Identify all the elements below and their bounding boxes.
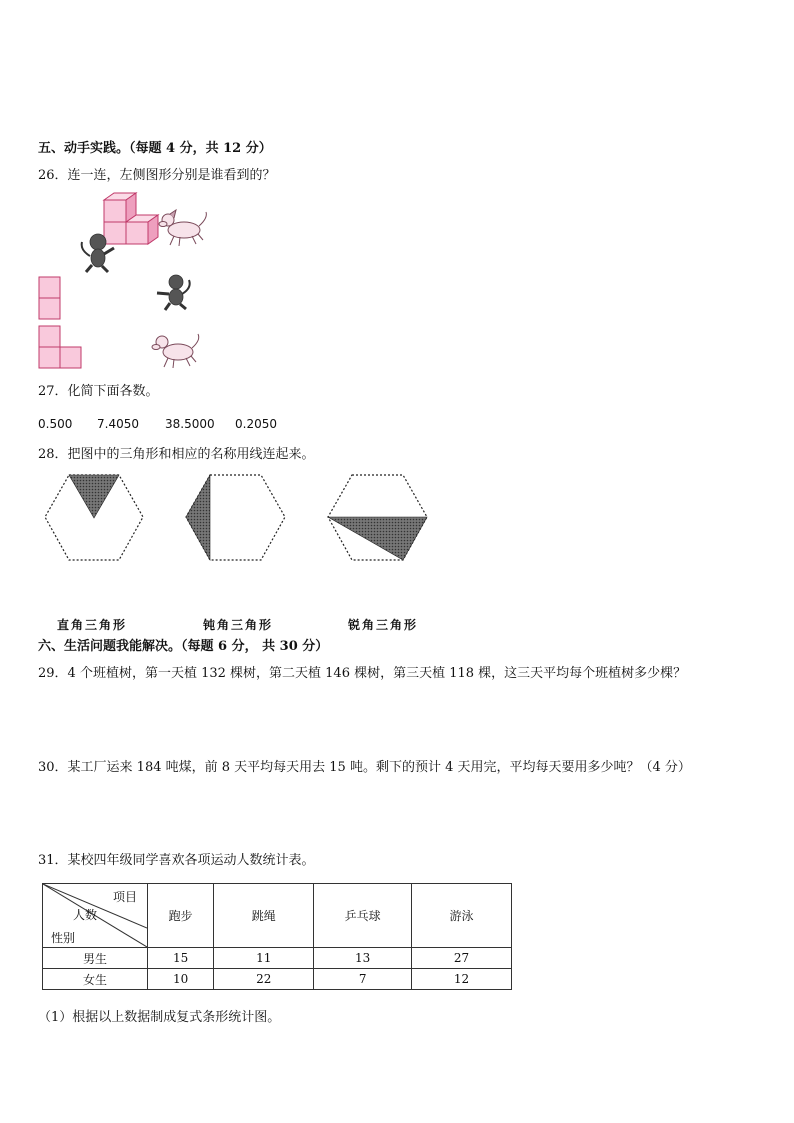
q28-hexagons <box>40 470 440 570</box>
table-cell: 7 <box>314 969 412 990</box>
number-1: 0.500 <box>38 417 73 431</box>
table-cell: 13 <box>314 948 412 969</box>
header-cell: 跑步 <box>148 884 214 948</box>
view-shape-b <box>39 326 81 368</box>
question-27: 27．化简下面各数。 <box>38 384 159 399</box>
sports-stat-table <box>42 883 512 990</box>
dog-icon <box>159 210 206 246</box>
section5-title: 五、动手实践。（每题 4 分，共 12 分） <box>38 141 272 156</box>
hexagon-3 <box>328 475 427 560</box>
table-cell: 12 <box>412 969 512 990</box>
header-cell: 跳绳 <box>214 884 314 948</box>
table-cell: 22 <box>214 969 314 990</box>
hexagon-1 <box>45 475 143 560</box>
monkey-icon <box>157 275 190 310</box>
header-cell: 游泳 <box>412 884 512 948</box>
label-right-triangle: 直角三角形 <box>57 618 128 632</box>
question-31-sub1: （1）根据以上数据制成复式条形统计图。 <box>38 1010 281 1025</box>
table-cell: 11 <box>214 948 314 969</box>
table-cell: 27 <box>412 948 512 969</box>
dog-icon <box>152 334 199 368</box>
number-2: 7.4050 <box>97 417 139 431</box>
number-4: 0.2050 <box>235 417 277 431</box>
view-shape-a <box>39 277 60 319</box>
row-label: 女生 <box>43 969 148 990</box>
table-corner-cell <box>43 884 148 948</box>
table-row <box>43 969 512 990</box>
number-3: 38.5000 <box>165 417 215 431</box>
question-26: 26．连一连，左侧图形分别是谁看到的？ <box>38 168 276 183</box>
label-acute-triangle: 锐角三角形 <box>348 618 419 632</box>
question-29: 29．4 个班植树，第一天植 132 棵树，第二天植 146 棵树，第三天植 118 棵，这三天平均每个班植树多少棵？ <box>38 666 687 681</box>
question-28: 28．把图中的三角形和相应的名称用线连起来。 <box>38 447 315 462</box>
table-cell: 15 <box>148 948 214 969</box>
corner-bottom-label: 性别 <box>51 931 76 945</box>
q26-figure <box>36 190 216 375</box>
label-obtuse-triangle: 钝角三角形 <box>203 618 274 632</box>
header-cell: 乒乓球 <box>314 884 412 948</box>
row-label: 男生 <box>43 948 148 969</box>
cube-stack <box>104 193 158 244</box>
question-31: 31．某校四年级同学喜欢各项运动人数统计表。 <box>38 853 315 868</box>
question-30: 30．某工厂运来 184 吨煤，前 8 天平均每天用去 15 吨。剩下的预计 4 天用完，平均每天要用多少吨？（4 分） <box>38 760 691 775</box>
corner-middle-label: 人数 <box>73 908 98 922</box>
hexagon-2 <box>186 475 285 560</box>
corner-top-label: 项目 <box>112 890 137 904</box>
section6-title: 六、生活问题我能解决。（每题 6 分， 共 30 分） <box>38 639 329 654</box>
table-cell: 10 <box>148 969 214 990</box>
table-row <box>43 948 512 969</box>
